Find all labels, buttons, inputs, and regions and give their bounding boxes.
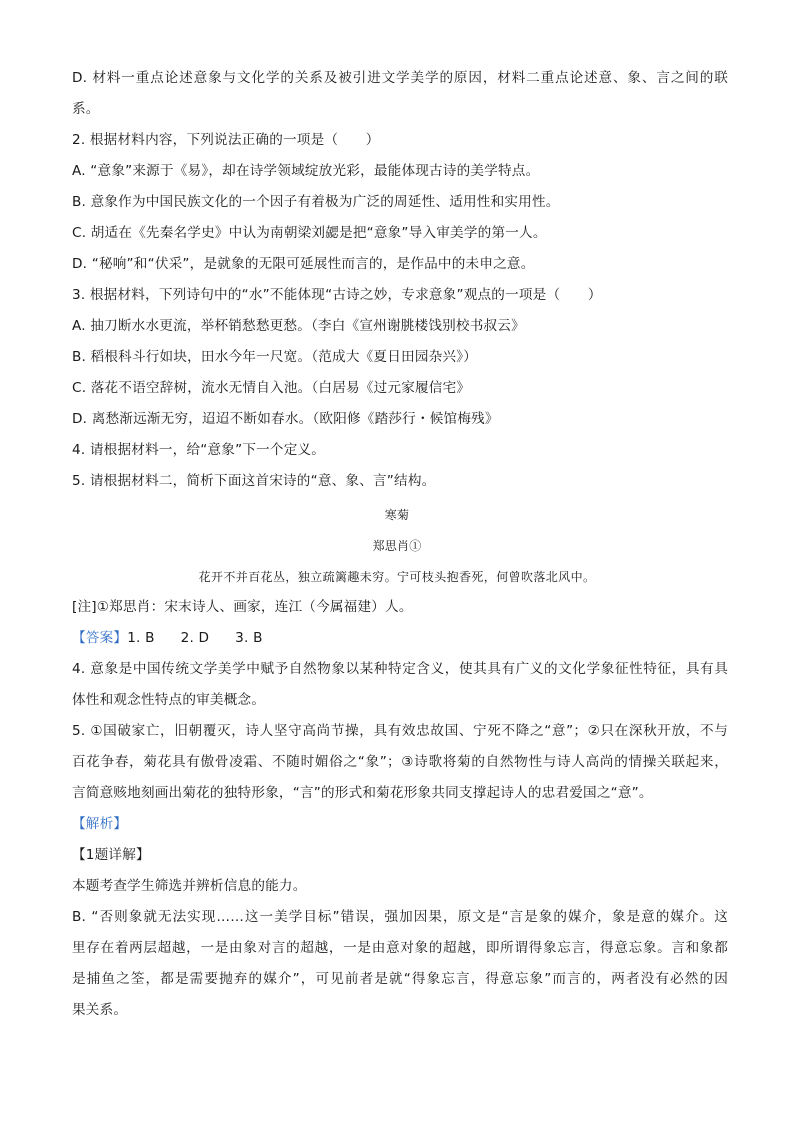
option-d-line-2: 系。 — [72, 101, 100, 117]
detail-text-3: 里存在着两层超越，一是由象对言的超越，一是由意对象的超越，即所谓得象忘言，得意忘象。言和象都 — [72, 940, 728, 956]
answer-1: 1. B — [127, 630, 155, 646]
poem-title: 寒菊 — [384, 508, 410, 522]
answer-4-line-1: 4. 意象是中国传统文学美学中赋予自然物象以某种特定含义，使其具有广义的文化学象征性特征，具有具 — [72, 661, 728, 677]
answer-4-line-2: 体性和观念性特点的审美概念。 — [72, 692, 266, 708]
answer-label: 【答案】 — [72, 630, 128, 646]
question-2-option-a: A. “意象”来源于《易》，却在诗学领域绽放光彩，最能体现古诗的美学特点。 — [72, 163, 540, 179]
detail-text-4: 是捕鱼之筌，都是需要抛弃的媒介”，可见前者是就“得象忘言，得意忘象”而言的，两者没有必然的因 — [72, 971, 728, 987]
detail-text-1: 本题考查学生筛选并辨析信息的能力。 — [72, 878, 307, 894]
question-2-option-c: C. 胡适在《先秦名学史》中认为南朝梁刘勰是把“意象”导入审美学的第一人。 — [72, 225, 547, 241]
question-3: 3. 根据材料，下列诗句中的“水”不能体现“古诗之妙，专求意象”观点的一项是（ ） — [72, 287, 602, 303]
question-3-option-d: D. 离愁渐远渐无穷，迢迢不断如春水。（欧阳修《踏莎行・候馆梅残》 — [72, 411, 499, 427]
question-3-option-b: B. 稻根科斗行如块，田水今年一尺宽。（范成大《夏日田园杂兴》） — [72, 349, 477, 365]
answer-5-line-3: 言简意赅地刻画出菊花的独特形象，“言”的形式和菊花形象共同支撑起诗人的忠君爱国之“意”。 — [72, 785, 653, 801]
question-2: 2. 根据材料内容，下列说法正确的一项是（ ） — [72, 132, 380, 148]
analysis-label: 【解析】 — [72, 816, 128, 832]
question-5: 5. 请根据材料二，简析下面这首宋诗的“意、象、言”结构。 — [72, 473, 436, 489]
question-3-option-c: C. 落花不语空辞树，流水无情自入池。（白居易《过元家履信宅》 — [72, 380, 471, 396]
poem-body: 花开不并百花丛，独立疏篱趣未穷。宁可枝头抱香死，何曾吹落北风中。 — [198, 570, 596, 584]
question-3-option-a: A. 抽刀断水水更流，举杯销愁愁更愁。（李白《宣州谢朓楼饯别校书叔云》 — [72, 318, 525, 334]
question-4: 4. 请根据材料一，给“意象”下一个定义。 — [72, 442, 326, 458]
poem-author: 郑思肖① — [372, 539, 422, 553]
detail-text-2: B. “否则象就无法实现……这一美学目标”错误，强加因果，原文是“言是象的媒介，象是意的媒介。这 — [72, 909, 728, 925]
answer-5-line-1: 5. ①国破家亡，旧朝覆灭，诗人坚守高尚节操，具有效忠故国、宁死不降之“意”；②只在深秋开放，不与 — [72, 723, 728, 739]
detail-label: 【1题详解】 — [72, 847, 150, 863]
answer-2: 2. D — [180, 630, 210, 646]
answer-row — [72, 628, 263, 648]
question-2-option-b: B. 意象作为中国民族文化的一个因子有着极为广泛的周延性、适用性和实用性。 — [72, 194, 560, 210]
answer-5-line-2: 百花争春，菊花具有傲骨凌霜、不随时媚俗之“象”；③诗歌将菊的自然物性与诗人高尚的情操关联起来， — [72, 754, 728, 770]
option-d-line-1: D. 材料一重点论述意象与文化学的关系及被引进文学美学的原因，材料二重点论述意、象、言之间的联 — [72, 70, 728, 86]
answer-3: 3. B — [235, 630, 263, 646]
poem-note: [注]①郑思肖：宋末诗人、画家，连江（今属福建）人。 — [72, 599, 413, 615]
question-2-option-d: D. “秘响”和“伏采”，是就象的无限可延展性而言的，是作品中的未申之意。 — [72, 256, 535, 272]
detail-text-5: 果关系。 — [72, 1002, 128, 1018]
